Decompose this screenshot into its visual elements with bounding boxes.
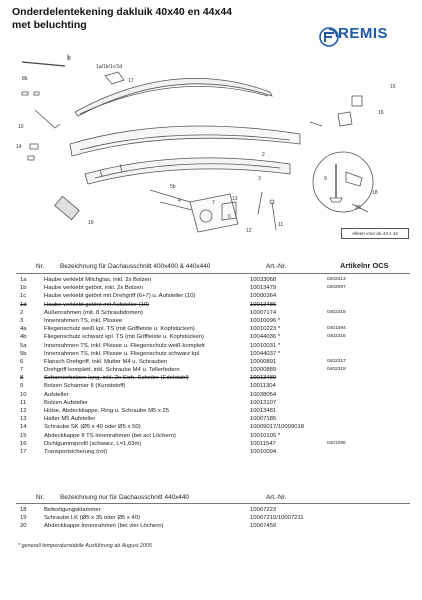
table-row: 18 Befestigungsklammer 10007223	[20, 507, 277, 513]
inset-note: Alleen voor de 44 x 44	[341, 228, 409, 239]
brand-name: REMIS	[338, 25, 389, 42]
callout-3: 3	[258, 176, 261, 182]
table-row: 7 Drehgriff komplett, inkl. Schraube M4 u. Tellerfedern 10000889 0402318	[20, 367, 346, 374]
table-row: 19 Schraube LK (Ø5 x 35 oder Ø5 x 40) 10007210/10007211	[20, 515, 304, 522]
table-row: 1a Haube verklebt Milchglas, inkl. 2x Bolzen 10033068 0402313	[20, 277, 346, 283]
callout-6: 6	[228, 214, 231, 220]
table-row: 8 Scharnierbolzen lang, inkl. 2x Sich.-Scheibe (Edelstahl) 10013480	[20, 375, 277, 382]
table-row: 15 Abdeckkappe II TS Innenrahmen (bei act Löchern) 10010105 *	[20, 432, 281, 439]
table-row: 2 Außenrahmen (mit. 8 Schraubdomen) 10007174 0402315	[20, 309, 346, 316]
callout-7: 7	[212, 200, 215, 206]
callout-5b: 5b	[170, 184, 176, 190]
col-art-2: Art.-Nr.	[266, 494, 287, 501]
footnote: * generell temperaturstabile Ausführung ab August 2005	[18, 543, 152, 549]
table-row: 5b Innenrahmen TS, inkl. Plissee u. Fliegenschutz schwarz kpl. 10044037 *	[20, 350, 281, 357]
callout-16: 16	[378, 110, 384, 116]
callout-18: 18	[372, 190, 378, 196]
table-row: 6 Flansch Drehgriff, inkl. Mutter M4 u. Schrauben 10000891 0402317	[20, 358, 346, 365]
table-row: 9 Bolzen Scharnier II (Kunststoff) 10011304	[20, 383, 276, 390]
table-row: 1d Haube verklebt getönt mit Aufsteller (10) 10012486	[20, 301, 277, 308]
title-line-2: met beluchting	[12, 19, 87, 31]
table-row: 17 Transportsicherung (rot) 10010094	[20, 448, 277, 455]
exploded-parts-drawing	[0, 52, 422, 252]
callout-10: 10	[18, 124, 24, 130]
table-row: 16 Dichtgummiprofil (schwarz, L=1,63m) 10011547 0401096	[20, 440, 346, 447]
title-line-1: Onderdelentekening dakluik 40x40 en 44x44	[12, 6, 233, 18]
col-desc-2: Bezeichnung nur für Dachausschnitt 440x440	[60, 494, 189, 501]
table-row: 20 Abdeckkappe Innenrahmen (bei vier Löchern) 10007459	[20, 523, 277, 530]
table-row: 4b Fliegenschutz schwarz kpl. TS (mit Griffleiste u. Kopfstücken) 10044036 * 0402316	[20, 334, 346, 341]
table-row: 5a Innenrahmen TS, inkl. Plissee u. Fliegenschutz weiß komplett 10010031 *	[20, 342, 281, 349]
col-ocs: Artikelnr OCS	[340, 261, 389, 270]
callout-20: 20	[355, 205, 361, 211]
table-row: 14 Schraube SK (Ø5 x 40 oder Ø5 x 50) 10009017/10009018	[20, 424, 305, 431]
table1-body	[16, 276, 410, 456]
callout-12: 12	[246, 228, 252, 234]
callout-11: 11	[278, 222, 284, 228]
callout-19: 19	[88, 220, 94, 226]
table-row: 3 Innenrahmen TS, inkl. Plissee 10010096 *	[20, 317, 281, 324]
callout-15: 15	[390, 84, 396, 90]
table-row: 13 Halter M5 Aufsteller 10007185	[20, 416, 277, 423]
callout-9: 9	[324, 176, 327, 182]
table-row: 1b Haube verklebt getönt, inkl. 2x Bolzen 10013479 0402097	[20, 285, 346, 292]
table-row: 11 Bolzen Aufsteller 10013107	[20, 399, 277, 406]
table-row: 4a Fliegenschutz weiß kpl. TS (mit Griffleiste u. Kopfstücken) 10010223 * 0401094	[20, 326, 346, 333]
callout-14: 14	[16, 144, 22, 150]
callout-1: 1a/1b/1c/1d	[96, 64, 123, 70]
callout-4: 4	[178, 198, 181, 204]
document-title	[12, 6, 312, 32]
callout-17: 17	[128, 78, 134, 84]
table2-body	[16, 506, 410, 531]
table-row: 10 Aufsteller 10038054	[20, 391, 277, 398]
table1-header	[16, 259, 410, 274]
table-row: 1c Haube verklebt getönt mit Drehgriff (6+7) u. Aufsteller (10) 10000364	[20, 293, 277, 300]
callout-13: 13	[232, 196, 238, 202]
callout-8b: 8b	[22, 76, 28, 82]
col-nr-2: Nr.	[36, 494, 45, 501]
callout-2: 2	[262, 152, 265, 158]
callout-8: 8	[68, 56, 71, 62]
col-art: Art.-Nr.	[266, 263, 287, 270]
table2-header	[16, 491, 410, 504]
table-row: 12 Hülse, Abdeckkappe, Ring u. Schraube M5 x 25 10013481	[20, 408, 277, 414]
col-nr: Nr.	[36, 263, 45, 270]
col-desc: Bezeichnung für Dachausschnitt 400x400 & 440x440	[60, 263, 211, 270]
